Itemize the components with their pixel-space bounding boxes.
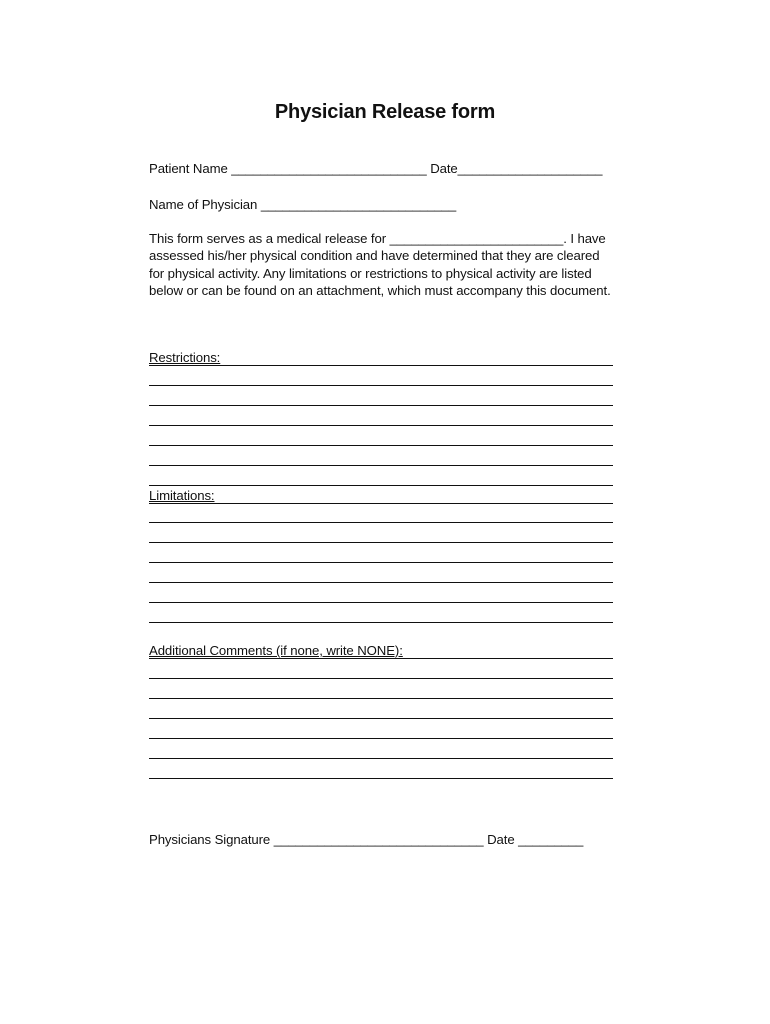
limitations-line[interactable] [149, 503, 613, 504]
comments-label: Additional Comments (if none, write NONE): [149, 643, 403, 658]
physician-name-field[interactable]: ___________________________ [260, 197, 457, 212]
restrictions-line[interactable] [149, 445, 613, 446]
date-field[interactable]: ____________________ [457, 161, 603, 176]
paragraph-line-2: assessed his/her physical condition and have determined that they are cleared [149, 248, 600, 264]
signature-date-label: Date [487, 832, 515, 847]
signature-field[interactable]: _____________________________ [273, 832, 484, 847]
limitations-line[interactable] [149, 602, 613, 603]
paragraph-line-4: below or can be found on an attachment, which must accompany this document. [149, 282, 611, 298]
comments-line[interactable] [149, 738, 613, 739]
physician-name-label: Name of Physician [149, 197, 258, 212]
limitations-line[interactable] [149, 542, 613, 543]
limitations-line[interactable] [149, 622, 613, 623]
patient-name-field[interactable]: ___________________________ [231, 161, 427, 176]
signature-date-field[interactable]: _________ [518, 832, 584, 847]
restrictions-line[interactable] [149, 385, 613, 386]
form-title: Physician Release form [274, 101, 496, 123]
restrictions-line[interactable] [149, 365, 613, 366]
restrictions-line[interactable] [149, 465, 613, 466]
restrictions-line[interactable] [149, 425, 613, 426]
paragraph-line-1[interactable]: This form serves as a medical release for ________________________. I have [149, 231, 606, 246]
comments-line[interactable] [149, 718, 613, 719]
restrictions-line[interactable] [149, 485, 613, 486]
paragraph-line-3: for physical activity. Any limitations or restrictions to physical activity are listed [149, 265, 592, 281]
comments-line[interactable] [149, 698, 613, 699]
signature-line [149, 832, 583, 847]
patient-line [149, 161, 602, 176]
physician-line [149, 197, 456, 212]
release-paragraph [149, 230, 619, 299]
signature-label: Physicians Signature [149, 832, 271, 847]
limitations-line[interactable] [149, 522, 613, 523]
date-label: Date [430, 161, 458, 176]
comments-line[interactable] [149, 778, 613, 779]
patient-name-label: Patient Name [149, 161, 228, 176]
comments-line[interactable] [149, 658, 613, 659]
limitations-line[interactable] [149, 582, 613, 583]
restrictions-line[interactable] [149, 405, 613, 406]
restrictions-label: Restrictions: [149, 350, 221, 365]
comments-line[interactable] [149, 758, 613, 759]
limitations-line[interactable] [149, 562, 613, 563]
limitations-label: Limitations: [149, 488, 215, 503]
comments-line[interactable] [149, 678, 613, 679]
